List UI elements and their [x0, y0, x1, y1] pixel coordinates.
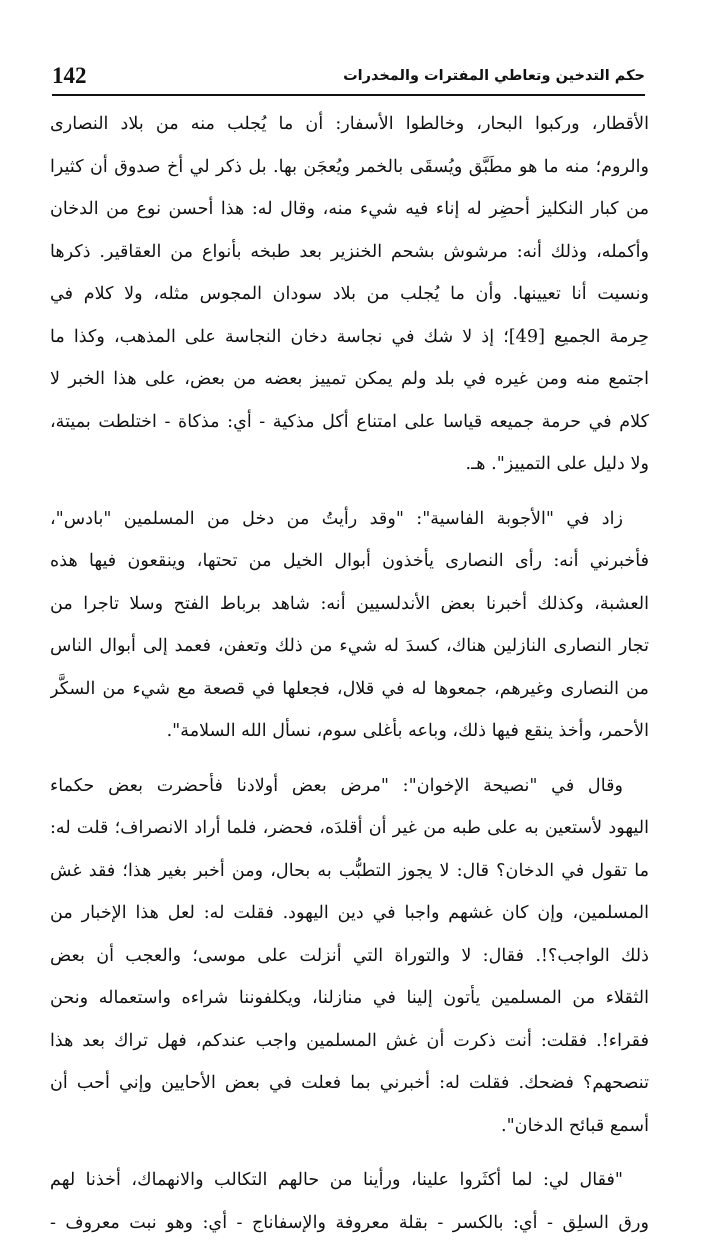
text-line: تجار النصارى النازلين هناك، كسدَ له شيء من ذلك وتعفن، فعمد إلى أبوال الناس: [50, 625, 649, 668]
text-line: ورق السلِق - أي: بالكسر - بقلة معروفة والإسفاناج - أي: وهو نبت معروف -: [50, 1202, 649, 1244]
text-line: ما تقول في الدخان؟ قال: لا يجوز التطبُّب به بحال، ومن أخبر بغير هذا؛ فقد غش: [50, 850, 649, 893]
paragraph: [50, 103, 649, 486]
running-title: حكم التدخين وتعاطي المفترات والمخدرات: [343, 68, 645, 84]
text-line: حِرمة الجميع [49]؛ إذ لا شك في نجاسة دخان النجاسة على المذهب، وكذا ما: [50, 316, 649, 359]
text-line: والروم؛ منه ما هو مطَبَّق ويُسقَى بالخمر ويُعجَن بها. بل ذكر لي أخ صدوق أن كثيرا: [50, 146, 649, 189]
paragraph: [50, 498, 649, 753]
text-line: وأكمله، وذلك أنه: مرشوش بشحم الخنزير بعد طبخه بأنواع من العقاقير. ذكرها: [50, 231, 649, 274]
text-line: المسلمين، وإن كان غشهم واجبا في دين اليهود. فقلت له: لعل هذا الإخبار من: [50, 892, 649, 935]
text-line: ونسيت أنا تعيينها. وأن ما يُجلب من بلاد سودان المجوس مثله، ولا كلام في: [50, 273, 649, 316]
text-line: الأحمر، وأخذ ينقع فيها ذلك، وباعه بأغلى سوم، نسأل الله السلامة".: [50, 710, 649, 753]
text-line: اجتمع منه ومن غيره في بلد ولم يمكن تمييز بعضه من بعض، على هذا الخبر لا: [50, 358, 649, 401]
text-line: من النصارى وغيرهم، جمعوها له في قلال، فجعلها في قصعة مع شيء من السكَّر: [50, 668, 649, 711]
text-line: وقال في "نصيحة الإخوان": "مرض بعض أولادنا فأحضرت بعض حكماء: [50, 765, 649, 808]
text-line: كلام في حرمة جميعه قياسا على امتناع أكل مذكية - أي: مذكاة - اختلطت بميتة،: [50, 401, 649, 444]
text-line: الأقطار، وركبوا البحار، وخالطوا الأسفار: أن ما يُجلب منه من بلاد النصارى: [50, 103, 649, 146]
text-line: زاد في "الأجوبة الفاسية": "وقد رأيتُ من دخل من المسلمين "بادس"،: [50, 498, 649, 541]
text-line: تنصحهم؟ فضحك. فقلت له: أخبرني بما فعلت في بعض الأحايين وإني أحب أن: [50, 1062, 649, 1105]
paragraph: [50, 765, 649, 1148]
page-header: [52, 58, 645, 96]
paragraph: [50, 1159, 649, 1244]
text-line: أسمع قبائح الدخان".: [50, 1105, 649, 1148]
text-line: اليهود لأستعين به على طبه من غير أن أقلدَه، فحضر، فلما أراد الانصراف؛ قلت له:: [50, 807, 649, 850]
text-line: من كبار النكليز أحضِر له إناء فيه شيء منه، وقال له: هذا أحسن نوع من الدخان: [50, 188, 649, 231]
text-line: فقراء!. فقلت: أنت ذكرت أن غش المسلمين واجب عندكم، فهل تراك بعد هذا: [50, 1020, 649, 1063]
text-line: ولا دليل على التمييز". هـ.: [50, 443, 649, 486]
text-line: فأخبرني أنه: رأى النصارى يأخذون أبوال الخيل من تحتها، وينقعون فيها هذه: [50, 540, 649, 583]
text-line: ذلك الواجب؟!. فقال: لا والتوراة التي أنزلت على موسى؛ والعجب أن بعض: [50, 935, 649, 978]
body-text: [50, 103, 649, 1244]
text-line: الثقلاء من المسلمين يأتون إلينا في منازلنا، ويكلفوننا شراءه واستعماله ونحن: [50, 977, 649, 1020]
text-line: العشبة، وكذلك أخبرنا بعض الأندلسيين أنه: شاهد برباط الفتح وسلا تاجرا من: [50, 583, 649, 626]
page-number: 142: [52, 63, 87, 89]
text-line: "فقال لي: لما أكثَروا علينا، ورأينا من حالهم التكالب والانهماك، أخذنا لهم: [50, 1159, 649, 1202]
